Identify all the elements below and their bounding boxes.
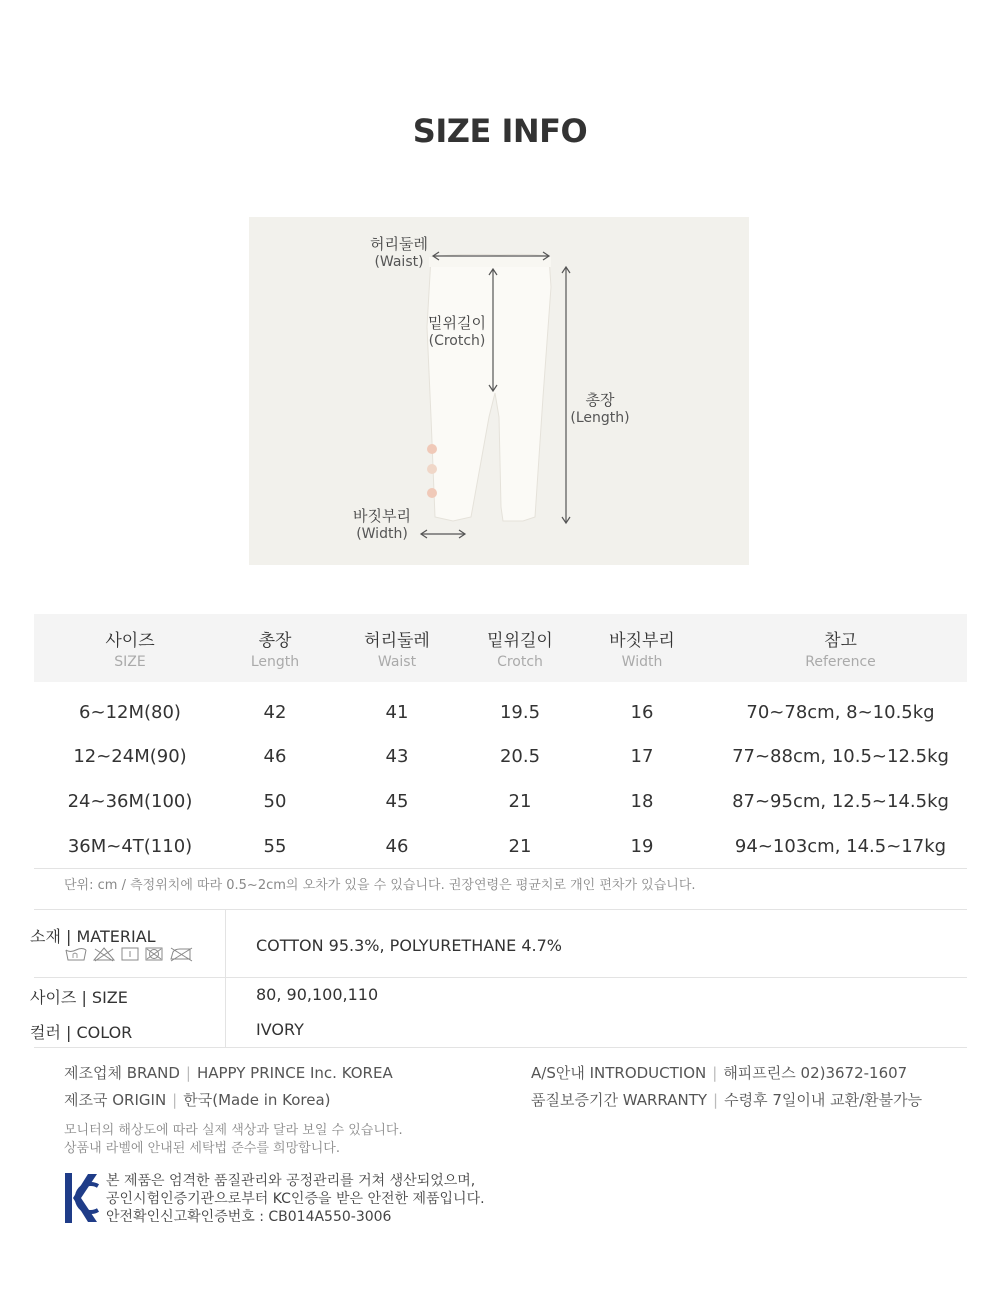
header-en: Waist — [377, 654, 417, 670]
kc-line: 안전확인신고확인증번호 : CB014A550-3006 — [106, 1209, 392, 1225]
waist-label-ko: 허리둘레 — [370, 235, 428, 253]
size-label: 사이즈 | SIZE — [30, 988, 128, 1007]
cell-crotch: 21 — [508, 836, 532, 857]
header-ko: 총장 — [258, 631, 292, 651]
kc-line: 공인시험인증기관으로부터 KC인증을 받은 안전한 제품입니다. — [106, 1191, 485, 1207]
header-size — [34, 614, 226, 682]
warranty-info: 품질보증기간 WARRANTY | 수령후 7일이내 교환/환불가능 — [531, 1091, 923, 1109]
length-label — [567, 391, 633, 427]
cell-crotch: 20.5 — [499, 746, 541, 767]
cell-reference: 70~78cm, 8~10.5kg — [746, 701, 935, 723]
cell-length: 42 — [263, 701, 287, 723]
cell-size: 36M~4T(110) — [67, 836, 193, 857]
cell-size: 12~24M(90) — [73, 746, 187, 767]
disclaimer-line: 모니터의 해상도에 따라 실제 색상과 달라 보일 수 있습니다. — [64, 1123, 403, 1138]
disclaimer-line: 상품내 라벨에 안내된 세탁법 준수를 희망합니다. — [64, 1141, 340, 1156]
origin-info: 제조국 ORIGIN | 한국(Made in Korea) — [64, 1091, 331, 1109]
width-label-en: (Width) — [356, 526, 408, 542]
cell-size: 6~12M(80) — [79, 701, 181, 723]
material-label: 소재 | MATERIAL — [30, 927, 156, 946]
width-label-ko: 바짓부리 — [353, 507, 411, 525]
disclaimer — [64, 1122, 403, 1158]
divider — [34, 1047, 967, 1048]
crotch-label — [415, 314, 499, 350]
cell-waist: 45 — [385, 791, 409, 812]
spec-column-divider — [225, 910, 226, 1048]
divider — [34, 868, 967, 869]
waist-label — [361, 235, 437, 271]
leggings-shape — [427, 254, 551, 521]
cell-width: 19 — [630, 836, 654, 857]
header-ko: 사이즈 — [105, 631, 155, 651]
size-value: 80, 90,100,110 — [256, 985, 379, 1004]
width-label — [345, 507, 419, 543]
no-iron-icon — [168, 946, 194, 962]
size-table — [34, 614, 967, 869]
print-dot — [427, 444, 437, 454]
cell-width: 18 — [630, 791, 654, 812]
table-header-row — [34, 614, 967, 682]
header-reference — [714, 614, 967, 682]
table-row — [34, 682, 967, 734]
table-row — [34, 734, 967, 779]
material-value: COTTON 95.3%, POLYURETHANE 4.7% — [256, 936, 562, 955]
divider — [34, 909, 967, 910]
cell-width: 16 — [630, 701, 654, 723]
no-bleach-icon — [92, 946, 116, 962]
cell-reference: 94~103cm, 14.5~17kg — [734, 836, 947, 857]
as-value: 해피프린스 02)3672-1607 — [723, 1064, 908, 1082]
cell-crotch: 21 — [508, 791, 532, 812]
cell-length: 50 — [263, 791, 287, 812]
kc-line: 본 제품은 엄격한 품질관리와 공정관리를 거쳐 생산되었으며, — [106, 1173, 476, 1189]
cell-size: 24~36M(100) — [67, 791, 193, 812]
table-row — [34, 779, 967, 824]
header-en: SIZE — [114, 654, 146, 670]
measurement-note: 단위: cm / 측정위치에 따라 0.5~2cm의 오차가 있을 수 있습니다. 권장연령은 평균치로 개인 편차가 있습니다. — [64, 878, 696, 893]
page-title: SIZE INFO — [412, 112, 588, 150]
warranty-value: 수령후 7일이내 교환/환불가능 — [724, 1091, 923, 1109]
crotch-label-ko: 밑위길이 — [428, 314, 486, 332]
as-info: A/S안내 INTRODUCTION | 해피프린스 02)3672-1607 — [531, 1064, 908, 1082]
header-ko: 허리둘레 — [364, 631, 430, 651]
cell-waist: 46 — [385, 836, 409, 857]
header-width — [570, 614, 714, 682]
header-ko: 참고 — [824, 631, 857, 651]
brand-label: 제조업체 BRAND — [64, 1064, 180, 1082]
header-ko: 바짓부리 — [609, 631, 675, 651]
divider — [34, 977, 967, 978]
cell-waist: 43 — [385, 746, 409, 767]
color-value: IVORY — [256, 1020, 304, 1039]
print-dot — [427, 464, 437, 474]
header-en: Crotch — [497, 654, 543, 670]
cell-width: 17 — [630, 746, 654, 767]
header-crotch — [470, 614, 570, 682]
as-label: A/S안내 INTRODUCTION — [531, 1064, 707, 1082]
origin-label: 제조국 ORIGIN — [64, 1091, 167, 1109]
table-row — [34, 824, 967, 869]
care-icons — [64, 946, 194, 962]
leggings-illustration — [249, 217, 749, 565]
no-tumble-dry-icon — [144, 946, 164, 962]
cell-length: 46 — [263, 746, 287, 767]
cell-reference: 87~95cm, 12.5~14.5kg — [732, 791, 949, 812]
origin-value: 한국(Made in Korea) — [183, 1091, 331, 1109]
header-waist — [324, 614, 470, 682]
header-length — [226, 614, 324, 682]
waistband — [429, 257, 551, 267]
kc-mark-icon — [64, 1172, 100, 1224]
header-en: Reference — [805, 654, 876, 670]
cell-length: 55 — [263, 836, 287, 857]
cell-waist: 41 — [385, 701, 409, 723]
kc-certification-text — [106, 1172, 485, 1226]
brand-value: HAPPY PRINCE Inc. KOREA — [196, 1064, 393, 1082]
color-label: 컬러 | COLOR — [30, 1023, 133, 1042]
waist-label-en: (Waist) — [374, 254, 424, 270]
cell-reference: 77~88cm, 10.5~12.5kg — [732, 746, 949, 767]
header-en: Length — [250, 654, 300, 670]
warranty-label: 품질보증기간 WARRANTY — [531, 1091, 708, 1109]
cell-crotch: 19.5 — [499, 701, 541, 723]
header-ko: 밑위길이 — [487, 631, 553, 651]
crotch-label-en: (Crotch) — [428, 333, 486, 349]
brand-info: 제조업체 BRAND | HAPPY PRINCE Inc. KOREA — [64, 1064, 393, 1082]
hand-wash-icon — [64, 946, 88, 962]
length-label-en: (Length) — [570, 410, 630, 426]
header-en: Width — [621, 654, 663, 670]
size-diagram — [249, 217, 749, 565]
line-dry-icon — [120, 946, 140, 962]
length-label-ko: 총장 — [585, 391, 615, 409]
print-dot — [427, 488, 437, 498]
